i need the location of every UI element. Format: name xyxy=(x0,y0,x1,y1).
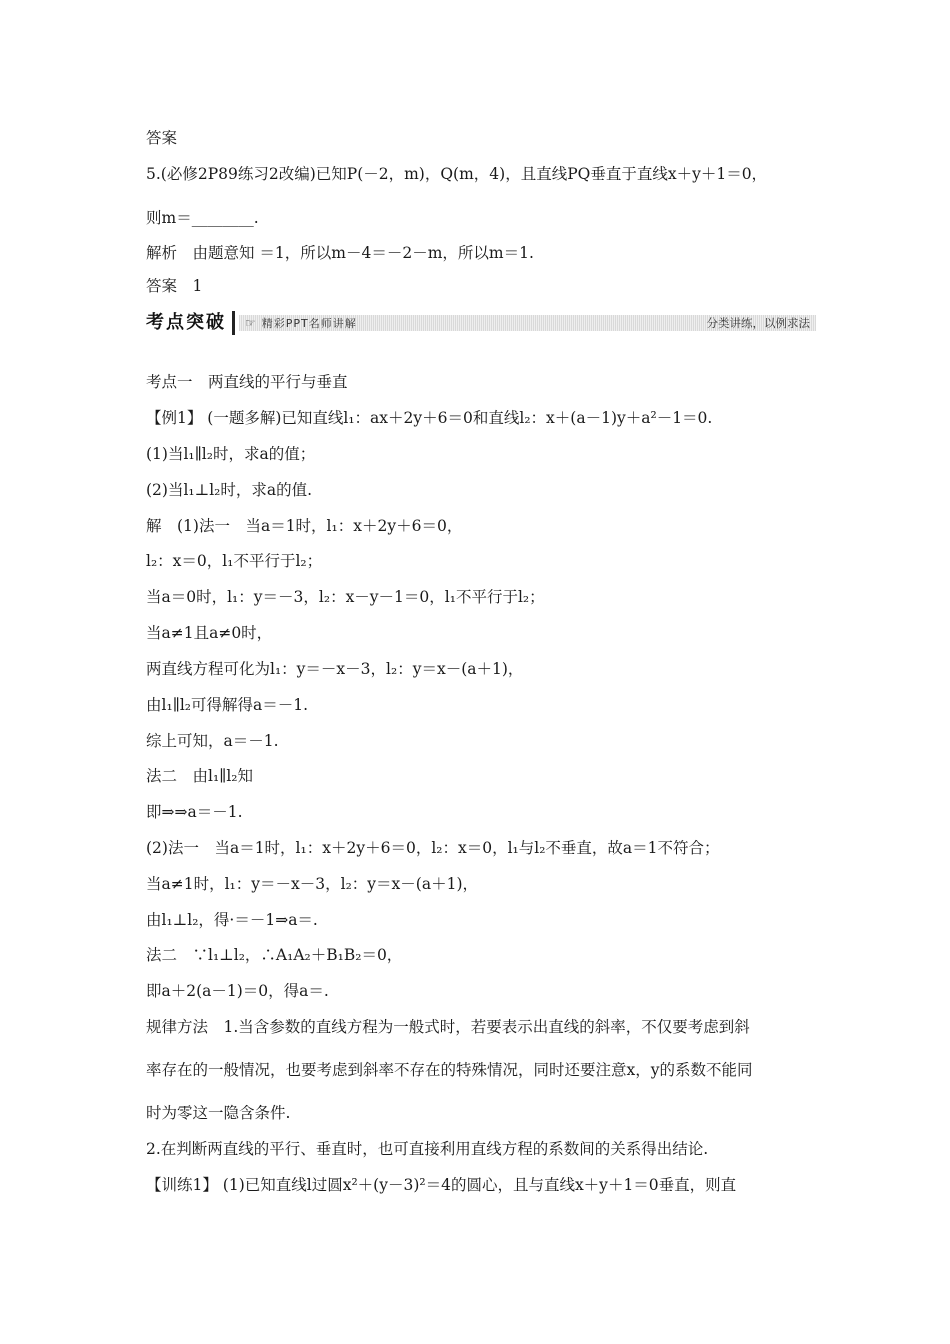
text-line: 两直线方程可化为l₁：y＝－x－3，l₂：y＝x－(a＋1)， xyxy=(146,660,524,678)
text-line: 率存在的一般情况，也要考虑到斜率不存在的特殊情况，同时还要注意x，y的系数不能同 xyxy=(146,1061,753,1079)
text-line: 2.在判断两直线的平行、垂直时，也可直接利用直线方程的系数间的关系得出结论. xyxy=(146,1140,709,1158)
text-line: 由l₁⊥l₂，得·＝－1⇒a＝. xyxy=(146,911,318,929)
text-line: 【例1】 (一题多解)已知直线l₁：ax＋2y＋6＝0和直线l₂：x＋(a－1)y＋a²－1＝0. xyxy=(146,409,713,427)
text-line: 综上可知，a＝－1. xyxy=(146,732,279,750)
text-line: 解析 由题意知 ＝1，所以m－4＝－2－m，所以m＝1. xyxy=(146,244,534,262)
text-line: l₂：x＝0，l₁不平行于l₂； xyxy=(146,552,323,570)
text-line: 规律方法 1.当含参数的直线方程为一般式时，若要表示出直线的斜率，不仅要考虑到斜 xyxy=(146,1018,750,1036)
text-line: 法二 ∵l₁⊥l₂，∴A₁A₂＋B₁B₂＝0， xyxy=(146,946,403,964)
text-line: 由l₁∥l₂可得解得a＝－1. xyxy=(146,696,309,714)
text-line: (2)当l₁⊥l₂时，求a的值. xyxy=(146,481,313,499)
text-line: 即a＋2(a－1)＝0，得a＝. xyxy=(146,982,329,1000)
text-line: 5.(必修2P89练习2改编)已知P(－2，m)，Q(m，4)，且直线PQ垂直于直线x＋y＋1＝0， xyxy=(146,165,768,183)
text-line: 时为零这一隐含条件. xyxy=(146,1104,291,1122)
text-line: 考点一 两直线的平行与垂直 xyxy=(146,373,348,391)
text-line: 法二 由l₁∥l₂知 xyxy=(146,767,254,785)
text-line: (1)当l₁∥l₂时，求a的值； xyxy=(146,445,316,463)
banner-tagline: 分类讲练，以例求法 xyxy=(706,316,810,330)
pointing-hand-icon: ☞ xyxy=(245,316,256,330)
banner-subtitle: 精彩PPT名师讲解 xyxy=(261,317,357,330)
text-line: 即⇒⇒a＝－1. xyxy=(146,803,243,821)
text-line: 【训练1】 (1)已知直线l过圆x²＋(y－3)²＝4的圆心，且与直线x＋y＋1＝0垂直，则直 xyxy=(146,1176,737,1194)
text-line: 当a＝0时，l₁：y＝－3，l₂：x－y－1＝0，l₁不平行于l₂； xyxy=(146,588,545,606)
banner-left xyxy=(245,315,357,331)
text-line: 解 (1)法一 当a＝1时，l₁：x＋2y＋6＝0， xyxy=(146,517,463,535)
banner-title: 考点突破 xyxy=(146,311,235,335)
text-line: 当a≠1时，l₁：y＝－x－3，l₂：y＝x－(a＋1)， xyxy=(146,875,478,893)
text-line: (2)法一 当a＝1时，l₁：x＋2y＋6＝0，l₂：x＝0，l₁与l₂不垂直，故a＝1不符合； xyxy=(146,839,720,857)
section-banner xyxy=(146,311,816,335)
text-line: 答案 1 xyxy=(146,277,203,295)
text-line: 答案 xyxy=(146,129,178,147)
text-line: 则m＝________. xyxy=(146,209,259,227)
banner-strip xyxy=(239,315,816,331)
text-line: 当a≠1且a≠0时， xyxy=(146,624,273,642)
